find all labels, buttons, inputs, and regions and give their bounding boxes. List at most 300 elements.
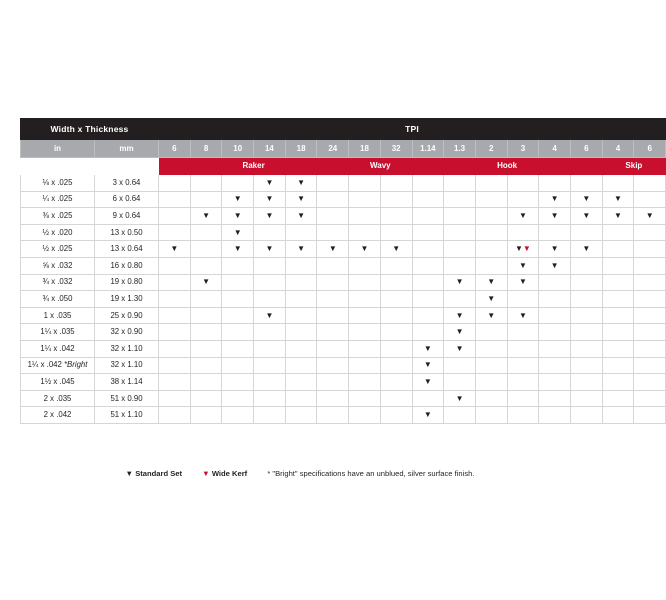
cell-size-in: 1¼ x .035	[21, 324, 95, 341]
cell-tpi-9	[444, 340, 476, 357]
header-tpi-12: 4	[539, 140, 571, 158]
cell-tpi-11	[507, 340, 539, 357]
cell-tpi-2	[222, 274, 254, 291]
cell-tpi-5	[317, 407, 349, 424]
cell-tpi-9	[444, 390, 476, 407]
cell-tpi-2	[222, 357, 254, 374]
cell-size-mm: 38 x 1.14	[95, 374, 159, 391]
header-tpi-3: 14	[254, 140, 286, 158]
cell-tpi-4	[285, 357, 317, 374]
cell-tpi-0	[159, 390, 191, 407]
cell-tpi-0	[159, 357, 191, 374]
cell-tpi-15	[634, 374, 666, 391]
cell-tpi-14	[602, 175, 634, 192]
cell-tpi-8	[412, 208, 444, 225]
cell-size-mm: 51 x 0.90	[95, 390, 159, 407]
cell-tpi-10	[475, 175, 507, 192]
cell-tpi-8	[412, 324, 444, 341]
cell-tpi-0	[159, 274, 191, 291]
cell-tpi-9	[444, 324, 476, 341]
cell-tpi-8	[412, 274, 444, 291]
cell-tpi-7	[380, 390, 412, 407]
cell-tpi-5	[317, 274, 349, 291]
cell-tpi-12	[539, 241, 571, 258]
cell-tpi-7	[380, 241, 412, 258]
cell-tpi-10	[475, 374, 507, 391]
cell-tpi-2	[222, 191, 254, 208]
header-tpi-10: 2	[475, 140, 507, 158]
cell-tpi-15	[634, 241, 666, 258]
cell-tpi-13	[570, 340, 602, 357]
standard-set-triangle-icon: ▼	[515, 244, 523, 254]
cell-tpi-2	[222, 390, 254, 407]
header-tpi-11: 3	[507, 140, 539, 158]
cell-tpi-2	[222, 241, 254, 258]
cell-size-in: ½ x .020	[21, 224, 95, 241]
cell-tpi-9	[444, 274, 476, 291]
cell-tpi-1	[190, 357, 222, 374]
cell-tpi-7	[380, 357, 412, 374]
cell-size-mm: 32 x 1.10	[95, 357, 159, 374]
cell-tpi-6	[349, 191, 381, 208]
cell-tpi-10	[475, 357, 507, 374]
tooth-band-hook: Hook	[412, 158, 602, 175]
cell-tpi-6	[349, 390, 381, 407]
cell-size-mm: 3 x 0.64	[95, 175, 159, 192]
cell-tpi-0	[159, 407, 191, 424]
cell-tpi-7	[380, 257, 412, 274]
cell-size-in: ¾ x .050	[21, 291, 95, 308]
cell-tpi-5	[317, 208, 349, 225]
cell-tpi-7	[380, 374, 412, 391]
standard-set-triangle-icon: ▼	[614, 210, 622, 220]
standard-set-triangle-icon: ▼	[233, 244, 242, 254]
cell-tpi-6	[349, 175, 381, 192]
cell-tpi-9	[444, 208, 476, 225]
cell-size-in: ⅛ x .025	[21, 175, 95, 192]
cell-tpi-11	[507, 324, 539, 341]
cell-tpi-14	[602, 257, 634, 274]
cell-tpi-4	[285, 374, 317, 391]
header-unit-mm: mm	[95, 140, 159, 158]
band-spacer	[21, 158, 159, 175]
cell-tpi-9	[444, 407, 476, 424]
cell-size-in: ⅝ x .032	[21, 257, 95, 274]
cell-tpi-3	[254, 208, 286, 225]
cell-size-in: 1¼ x .042 *Bright	[21, 357, 95, 374]
wide-kerf-triangle-icon: ▼	[202, 469, 210, 478]
cell-tpi-9	[444, 175, 476, 192]
cell-tpi-5	[317, 241, 349, 258]
cell-tpi-2	[222, 291, 254, 308]
standard-set-triangle-icon: ▼	[550, 194, 559, 204]
table-row	[21, 340, 666, 357]
cell-tpi-5	[317, 257, 349, 274]
wide-kerf-label: Wide Kerf	[211, 469, 248, 478]
standard-set-triangle-icon: ▼	[233, 210, 242, 220]
cell-tpi-11	[507, 224, 539, 241]
table-row	[21, 407, 666, 424]
cell-tpi-12	[539, 224, 571, 241]
cell-tpi-3	[254, 175, 286, 192]
cell-size-in: ⅜ x .025	[21, 208, 95, 225]
cell-tpi-0	[159, 224, 191, 241]
cell-tpi-8	[412, 340, 444, 357]
cell-tpi-7	[380, 175, 412, 192]
standard-set-triangle-icon: ▼	[170, 244, 179, 254]
cell-tpi-11	[507, 390, 539, 407]
cell-tpi-4	[285, 257, 317, 274]
cell-tpi-11	[507, 357, 539, 374]
cell-tpi-0	[159, 175, 191, 192]
cell-tpi-2	[222, 324, 254, 341]
table-header-units	[21, 140, 666, 158]
table-row	[21, 208, 666, 225]
table-row	[21, 175, 666, 192]
table-header-groups	[21, 119, 666, 140]
cell-tpi-1	[190, 241, 222, 258]
cell-size-mm: 25 x 0.90	[95, 307, 159, 324]
cell-tpi-5	[317, 390, 349, 407]
cell-size-in: 1¼ x .042	[21, 340, 95, 357]
cell-tpi-7	[380, 407, 412, 424]
table-header-tooth-bands	[21, 158, 666, 175]
standard-set-triangle-icon: ▼	[582, 194, 591, 204]
tooth-band-raker: Raker	[159, 158, 349, 175]
cell-tpi-13	[570, 274, 602, 291]
cell-tpi-8	[412, 374, 444, 391]
table-row	[21, 191, 666, 208]
cell-tpi-6	[349, 208, 381, 225]
cell-tpi-13	[570, 175, 602, 192]
cell-tpi-4	[285, 291, 317, 308]
cell-tpi-2	[222, 340, 254, 357]
cell-tpi-11	[507, 407, 539, 424]
cell-tpi-11	[507, 291, 539, 308]
blade-spec-table	[20, 118, 666, 424]
cell-tpi-10	[475, 291, 507, 308]
standard-set-triangle-icon: ▼	[582, 244, 591, 254]
header-tpi-1: 8	[190, 140, 222, 158]
cell-size-mm: 16 x 0.80	[95, 257, 159, 274]
standard-set-triangle-icon: ▼	[518, 310, 527, 320]
cell-tpi-8	[412, 224, 444, 241]
cell-tpi-5	[317, 324, 349, 341]
cell-tpi-15	[634, 274, 666, 291]
standard-set-triangle-icon: ▼	[297, 210, 306, 220]
cell-tpi-12	[539, 374, 571, 391]
cell-tpi-14	[602, 241, 634, 258]
header-tpi-0: 6	[159, 140, 191, 158]
cell-size-mm: 32 x 1.10	[95, 340, 159, 357]
cell-tpi-9	[444, 241, 476, 258]
cell-tpi-7	[380, 340, 412, 357]
cell-tpi-5	[317, 307, 349, 324]
cell-tpi-6	[349, 241, 381, 258]
cell-size-mm: 19 x 0.80	[95, 274, 159, 291]
standard-set-triangle-icon: ▼	[297, 244, 306, 254]
standard-set-triangle-icon: ▼	[202, 277, 210, 287]
cell-tpi-3	[254, 307, 286, 324]
bright-marker: *Bright	[64, 360, 88, 370]
cell-tpi-3	[254, 407, 286, 424]
cell-size-in: ¾ x .032	[21, 274, 95, 291]
cell-tpi-6	[349, 324, 381, 341]
cell-tpi-3	[254, 274, 286, 291]
table-row	[21, 374, 666, 391]
standard-set-triangle-icon: ▼	[550, 244, 559, 254]
cell-tpi-13	[570, 307, 602, 324]
cell-tpi-6	[349, 224, 381, 241]
cell-tpi-3	[254, 224, 286, 241]
cell-size-mm: 19 x 1.30	[95, 291, 159, 308]
cell-tpi-14	[602, 274, 634, 291]
standard-set-label: Standard Set	[135, 469, 183, 478]
cell-size-in: ¼ x .025	[21, 191, 95, 208]
header-tpi-7: 32	[380, 140, 412, 158]
cell-size-mm: 13 x 0.64	[95, 241, 159, 258]
standard-set-triangle-icon: ▼	[360, 244, 369, 254]
standard-set-triangle-icon: ▼	[265, 310, 274, 320]
cell-tpi-13	[570, 241, 602, 258]
cell-tpi-14	[602, 357, 634, 374]
cell-tpi-7	[380, 307, 412, 324]
cell-tpi-1	[190, 224, 222, 241]
cell-tpi-2	[222, 208, 254, 225]
cell-tpi-7	[380, 274, 412, 291]
standard-set-triangle-icon: ▼	[297, 177, 306, 187]
table-row	[21, 274, 666, 291]
cell-tpi-5	[317, 357, 349, 374]
cell-tpi-2	[222, 374, 254, 391]
tooth-band-skip: Skip	[602, 158, 665, 175]
standard-set-triangle-icon: ▼	[265, 177, 274, 187]
standard-set-triangle-icon: ▼	[455, 310, 464, 320]
standard-set-triangle-icon: ▼	[233, 194, 242, 204]
cell-tpi-14	[602, 374, 634, 391]
cell-tpi-10	[475, 340, 507, 357]
cell-tpi-10	[475, 324, 507, 341]
cell-tpi-8	[412, 357, 444, 374]
cell-tpi-0	[159, 307, 191, 324]
cell-tpi-1	[190, 208, 222, 225]
cell-tpi-1	[190, 274, 222, 291]
cell-tpi-11	[507, 208, 539, 225]
cell-tpi-10	[475, 208, 507, 225]
cell-tpi-3	[254, 191, 286, 208]
cell-tpi-10	[475, 390, 507, 407]
cell-tpi-12	[539, 191, 571, 208]
table-row	[21, 257, 666, 274]
cell-tpi-14	[602, 208, 634, 225]
cell-tpi-7	[380, 291, 412, 308]
standard-set-triangle-icon: ▼	[423, 410, 432, 420]
cell-tpi-1	[190, 407, 222, 424]
standard-set-triangle-icon: ▼	[518, 277, 527, 287]
cell-tpi-12	[539, 357, 571, 374]
cell-tpi-14	[602, 407, 634, 424]
standard-set-triangle-icon: ▼	[614, 194, 622, 204]
standard-set-triangle-icon: ▼	[518, 210, 527, 220]
cell-tpi-9	[444, 357, 476, 374]
header-tpi-group: TPI	[159, 119, 666, 140]
cell-size-in: ½ x .025	[21, 241, 95, 258]
cell-size-mm: 9 x 0.64	[95, 208, 159, 225]
cell-tpi-9	[444, 374, 476, 391]
header-tpi-8: 1.14	[412, 140, 444, 158]
cell-tpi-13	[570, 208, 602, 225]
cell-tpi-8	[412, 191, 444, 208]
legend	[20, 469, 580, 478]
cell-tpi-15	[634, 175, 666, 192]
cell-tpi-2	[222, 175, 254, 192]
header-tpi-14: 4	[602, 140, 634, 158]
spec-table-container	[20, 118, 654, 424]
cell-tpi-11	[507, 257, 539, 274]
cell-tpi-15	[634, 257, 666, 274]
header-unit-in: in	[21, 140, 95, 158]
cell-tpi-6	[349, 340, 381, 357]
standard-set-triangle-icon: ▼	[455, 343, 464, 353]
cell-tpi-1	[190, 257, 222, 274]
cell-tpi-13	[570, 374, 602, 391]
standard-set-triangle-icon: ▼	[423, 376, 432, 386]
cell-size-in: 2 x .042	[21, 407, 95, 424]
standard-set-triangle-icon: ▼	[550, 210, 559, 220]
standard-set-triangle-icon: ▼	[265, 244, 274, 254]
table-row	[21, 357, 666, 374]
table-row	[21, 307, 666, 324]
cell-tpi-14	[602, 224, 634, 241]
standard-set-triangle-icon: ▼	[487, 310, 496, 320]
cell-tpi-15	[634, 191, 666, 208]
header-tpi-2: 10	[222, 140, 254, 158]
cell-tpi-6	[349, 291, 381, 308]
cell-tpi-6	[349, 307, 381, 324]
cell-tpi-15	[634, 324, 666, 341]
cell-tpi-12	[539, 390, 571, 407]
table-row	[21, 390, 666, 407]
standard-set-triangle-icon: ▼	[487, 293, 496, 303]
cell-tpi-8	[412, 257, 444, 274]
header-tpi-15: 6	[634, 140, 666, 158]
cell-tpi-1	[190, 191, 222, 208]
cell-tpi-13	[570, 291, 602, 308]
standard-set-triangle-icon: ▼	[328, 244, 337, 254]
cell-tpi-15	[634, 224, 666, 241]
cell-tpi-1	[190, 374, 222, 391]
standard-set-triangle-icon: ▼	[455, 277, 464, 287]
standard-set-triangle-icon: ▼	[550, 260, 559, 270]
cell-tpi-11	[507, 307, 539, 324]
standard-set-triangle-icon: ▼	[265, 210, 274, 220]
cell-tpi-12	[539, 324, 571, 341]
cell-tpi-8	[412, 241, 444, 258]
cell-tpi-5	[317, 191, 349, 208]
cell-tpi-6	[349, 274, 381, 291]
cell-tpi-10	[475, 257, 507, 274]
standard-set-triangle-icon: ▼	[423, 343, 432, 353]
cell-tpi-13	[570, 191, 602, 208]
cell-tpi-12	[539, 340, 571, 357]
header-size-group: Width x Thickness	[21, 119, 159, 140]
header-tpi-4: 18	[285, 140, 317, 158]
cell-tpi-9	[444, 257, 476, 274]
cell-tpi-10	[475, 241, 507, 258]
legend-standard-set	[126, 469, 183, 478]
standard-set-triangle-icon: ▼	[645, 210, 654, 220]
cell-tpi-14	[602, 307, 634, 324]
cell-tpi-11	[507, 191, 539, 208]
cell-tpi-0	[159, 324, 191, 341]
cell-tpi-0	[159, 257, 191, 274]
cell-tpi-3	[254, 291, 286, 308]
cell-tpi-1	[190, 324, 222, 341]
cell-tpi-14	[602, 324, 634, 341]
cell-tpi-9	[444, 224, 476, 241]
cell-size-in: 1 x .035	[21, 307, 95, 324]
cell-tpi-15	[634, 357, 666, 374]
cell-tpi-4	[285, 241, 317, 258]
cell-tpi-13	[570, 357, 602, 374]
cell-tpi-0	[159, 208, 191, 225]
cell-tpi-11	[507, 241, 539, 258]
cell-size-mm: 32 x 0.90	[95, 324, 159, 341]
standard-set-triangle-icon: ▼	[202, 210, 210, 220]
standard-set-triangle-icon: ▼	[423, 360, 432, 370]
cell-tpi-4	[285, 274, 317, 291]
cell-tpi-8	[412, 175, 444, 192]
cell-tpi-3	[254, 340, 286, 357]
cell-tpi-12	[539, 291, 571, 308]
cell-tpi-6	[349, 407, 381, 424]
cell-tpi-6	[349, 357, 381, 374]
cell-tpi-0	[159, 374, 191, 391]
standard-set-triangle-icon: ▼	[582, 210, 591, 220]
cell-tpi-3	[254, 390, 286, 407]
cell-tpi-2	[222, 224, 254, 241]
cell-tpi-4	[285, 208, 317, 225]
cell-tpi-10	[475, 224, 507, 241]
cell-tpi-5	[317, 224, 349, 241]
standard-set-triangle-icon: ▼	[518, 260, 527, 270]
cell-size-mm: 51 x 1.10	[95, 407, 159, 424]
cell-tpi-2	[222, 257, 254, 274]
standard-set-triangle-icon: ▼	[297, 194, 306, 204]
table-row	[21, 291, 666, 308]
cell-tpi-8	[412, 407, 444, 424]
cell-tpi-8	[412, 390, 444, 407]
cell-tpi-5	[317, 374, 349, 391]
cell-tpi-3	[254, 241, 286, 258]
cell-tpi-0	[159, 291, 191, 308]
table-row	[21, 324, 666, 341]
cell-tpi-9	[444, 191, 476, 208]
cell-tpi-15	[634, 340, 666, 357]
standard-set-triangle-icon: ▼	[487, 277, 496, 287]
standard-set-triangle-icon: ▼	[392, 244, 401, 254]
cell-tpi-1	[190, 307, 222, 324]
legend-wide-kerf	[202, 469, 247, 478]
cell-tpi-13	[570, 407, 602, 424]
cell-tpi-6	[349, 374, 381, 391]
cell-tpi-8	[412, 307, 444, 324]
cell-tpi-2	[222, 307, 254, 324]
cell-tpi-6	[349, 257, 381, 274]
cell-tpi-4	[285, 224, 317, 241]
bright-finish-note: * "Bright" specifications have an unblued, silver surface finish.	[267, 469, 475, 478]
cell-tpi-10	[475, 407, 507, 424]
